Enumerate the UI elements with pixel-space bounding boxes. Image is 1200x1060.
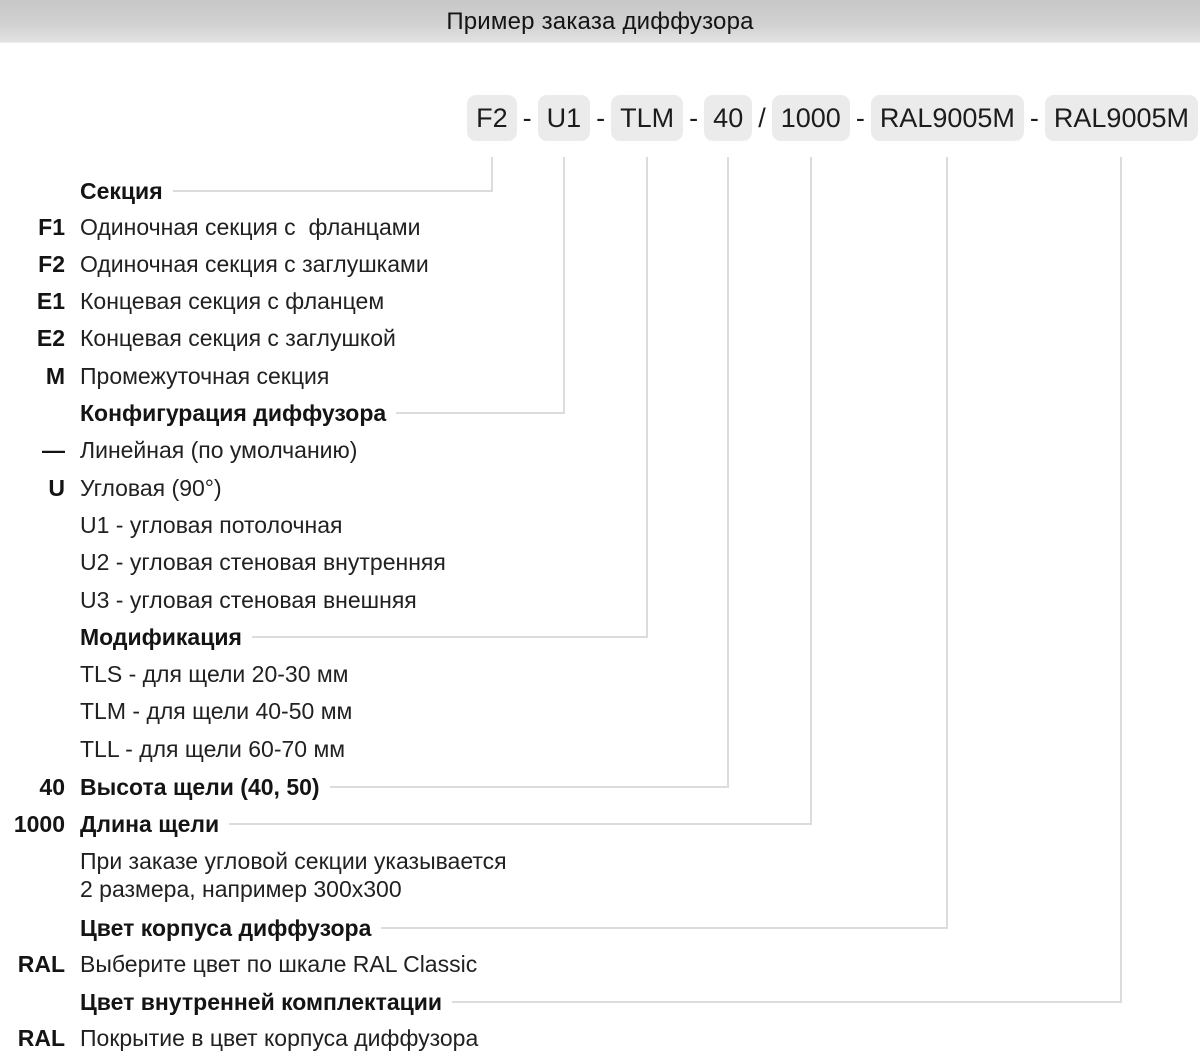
connector-vertical-line [491,157,493,192]
inner-color-header [0,983,1122,1021]
row-code: M [45,362,65,389]
row-text: TLM - для щели 40-50 мм [80,697,353,724]
connector-horizontal-line [330,786,729,788]
connector-vertical-line [563,157,565,414]
code-separator: - [1029,103,1039,133]
code-box-slot-height-code: 40 [704,95,752,141]
row-code: E1 [36,287,65,314]
connector-horizontal-line [229,823,812,825]
section-type-header [0,172,493,210]
item-u2 [0,543,446,581]
row-code: U [48,474,65,501]
page-title: Пример заказа диффузора [446,7,754,35]
connector-vertical-line [1120,157,1122,1003]
connector-vertical-line [946,157,948,929]
row-text: U3 - угловая стеновая внешняя [80,586,417,613]
row-code: F1 [38,213,65,240]
body-color-header [0,909,948,947]
item-u3 [0,581,417,619]
code-box-modification-code: TLM [611,95,683,141]
connector-horizontal-line [252,636,648,638]
item-e1 [0,282,384,320]
row-text: Угловая (90°) [80,474,222,501]
slot-height-row [0,768,729,806]
item-u1 [0,506,343,544]
row-code: — [42,436,65,463]
item-linear [0,431,357,469]
item-ral-body [0,945,477,983]
item-ral-inner [0,1019,478,1057]
row-text: U1 - угловая потолочная [80,511,343,538]
section-label: Длина щели [80,810,220,837]
modification-header [0,618,648,656]
item-tls [0,655,349,693]
connector-vertical-line [646,157,648,638]
code-separator: / [758,103,766,133]
row-text: Концевая секция с заглушкой [80,324,396,351]
item-tll [0,730,345,768]
configuration-header [0,394,565,432]
row-code: 1000 [13,810,65,837]
item-e2 [0,319,396,357]
connector-horizontal-line [381,927,948,929]
row-text: Линейная (по умолчанию) [80,436,358,463]
corner-note-line-2 [0,870,402,908]
connector-vertical-line [727,157,729,788]
code-box-slot-length-code: 1000 [772,95,850,141]
item-tlm [0,692,352,730]
row-code: RAL [17,1024,65,1051]
section-label: Цвет корпуса диффузора [80,914,372,941]
item-f2 [0,245,429,283]
code-box-body-color-code: RAL9005M [871,95,1024,141]
code-box-section-code: F2 [467,95,517,141]
row-text: 2 размера, например 300x300 [80,875,402,902]
section-label: Конфигурация диффузора [80,399,387,426]
row-code: F2 [38,250,65,277]
row-text: TLS - для щели 20-30 мм [80,660,349,687]
row-text: Концевая секция с фланцем [80,287,385,314]
code-separator: - [596,103,606,133]
row-code: 40 [39,773,65,800]
row-text: Покрытие в цвет корпуса диффузора [80,1024,479,1051]
connector-horizontal-line [452,1001,1122,1003]
connector-horizontal-line [396,412,565,414]
row-text: Выберите цвет по шкале RAL Classic [80,950,478,977]
section-label: Модификация [80,623,242,650]
section-label: Цвет внутренней комплектации [80,988,443,1015]
row-text: Промежуточная секция [80,362,330,389]
order-code-row [467,95,1198,141]
section-label: Секция [80,177,163,204]
row-text: TLL - для щели 60-70 мм [80,735,346,762]
title-bar [0,0,1200,43]
connector-vertical-line [810,157,812,825]
slot-length-row [0,805,812,843]
code-separator: - [855,103,865,133]
row-text: Одиночная секция с заглушками [80,250,429,277]
row-code: E2 [36,324,65,351]
connector-horizontal-line [173,190,493,192]
row-text: Одиночная секция с фланцами [80,213,421,240]
item-f1 [0,208,420,246]
row-code: RAL [17,950,65,977]
row-text: При заказе угловой секции указывается [80,847,507,874]
item-corner [0,469,222,507]
code-separator: - [522,103,532,133]
section-label: Высота щели (40, 50) [80,773,320,800]
row-text: U2 - угловая стеновая внутренняя [80,548,446,575]
code-separator: - [689,103,699,133]
item-m [0,357,329,395]
code-box-inner-color-code: RAL9005M [1045,95,1198,141]
code-box-configuration-code: U1 [538,95,591,141]
